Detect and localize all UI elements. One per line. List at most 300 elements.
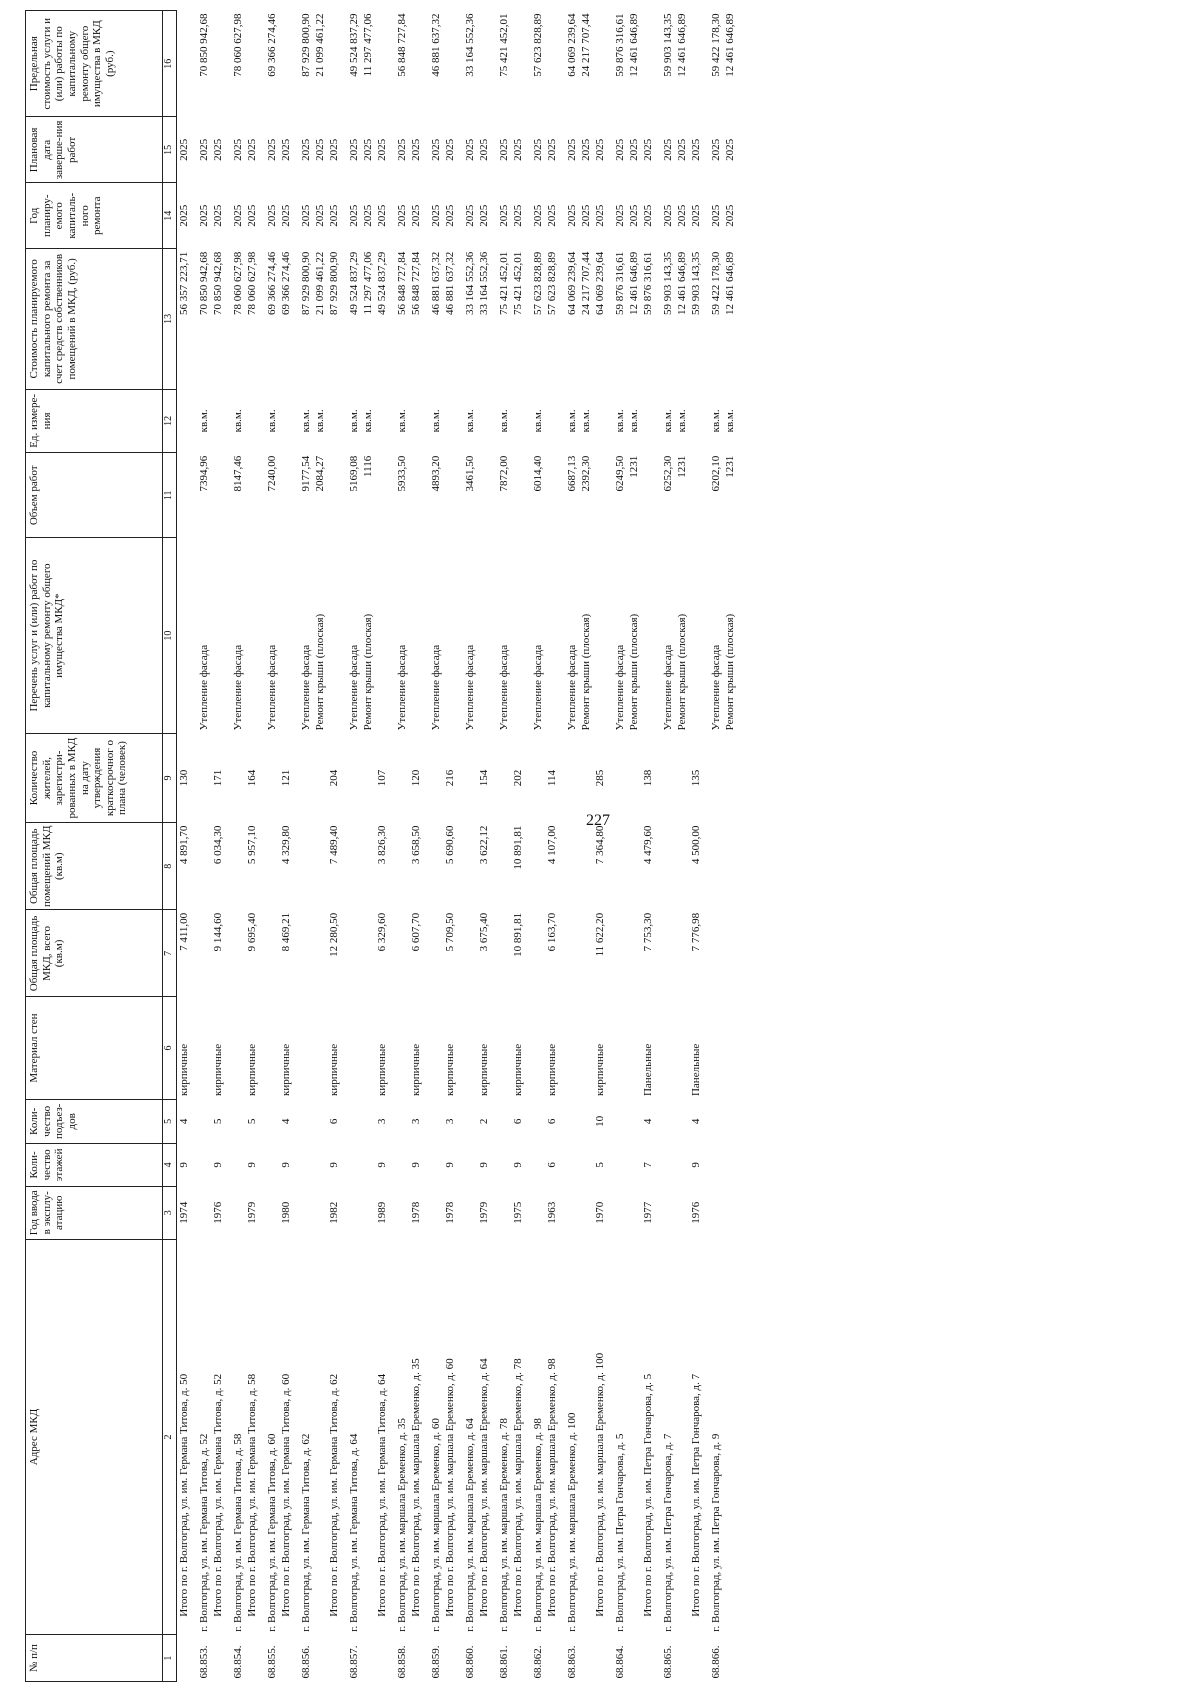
premises-area-cell: 5 957,10 xyxy=(246,825,258,865)
column-header: Плановая дата заверше-ния работ xyxy=(26,117,163,183)
column-number: 10 xyxy=(163,538,177,734)
floors-cell xyxy=(565,1144,579,1187)
work-type-cell: Утепление фасада xyxy=(566,644,578,731)
floors-cell: 6 xyxy=(546,1162,558,1168)
sub-work-row xyxy=(579,11,593,1682)
address-cell xyxy=(313,1239,327,1634)
address-cell: Итого по г. Волгоград, ул. им. Германа Титова, д. 62 xyxy=(328,1373,340,1617)
unit-cell xyxy=(409,389,423,453)
repair-year-cell: 2025 xyxy=(280,204,292,227)
residents-cell xyxy=(627,733,641,822)
repair-year-cell: 2025 xyxy=(478,204,490,227)
year-built-cell: 1963 xyxy=(546,1201,558,1224)
planned-cost-cell: 12 461 646,89 xyxy=(628,251,640,315)
address-cell: Итого по г. Волгоград, ул. им. маршала Еременко, д. 78 xyxy=(512,1358,524,1617)
work-volume-cell: 9177,54 xyxy=(300,455,312,492)
max-cost-cell: 57 623 828,89 xyxy=(532,13,544,77)
rotated-table-container xyxy=(25,10,1175,1682)
year-built-cell: 1970 xyxy=(594,1201,606,1224)
wall-material-cell: кирпичные xyxy=(280,1043,292,1097)
table-body xyxy=(177,11,738,1682)
residents-cell xyxy=(531,733,545,822)
unit-cell xyxy=(375,389,389,453)
entrances-cell xyxy=(197,1099,211,1144)
work-volume-cell xyxy=(375,453,389,538)
row-number-cell xyxy=(641,1635,655,1682)
premises-area-cell: 4 329,80 xyxy=(280,825,292,865)
wall-material-cell xyxy=(463,997,477,1099)
premises-area-cell xyxy=(675,823,689,910)
wall-material-cell: Панельные xyxy=(642,1043,654,1097)
work-volume-cell: 6202,10 xyxy=(710,455,722,492)
column-header: Год ввода в эксплу-атацию xyxy=(26,1186,163,1239)
floors-cell: 7 xyxy=(642,1162,654,1168)
premises-area-cell xyxy=(497,823,511,910)
completion-date-cell: 2025 xyxy=(532,138,544,161)
repair-year-cell: 2025 xyxy=(614,204,626,227)
floors-cell xyxy=(361,1144,375,1187)
floors-cell xyxy=(265,1144,279,1187)
total-area-cell: 9 695,40 xyxy=(246,912,258,952)
premises-area-cell: 4 479,60 xyxy=(642,825,654,865)
work-type-cell xyxy=(641,538,655,734)
address-cell xyxy=(723,1239,737,1634)
completion-date-cell: 2025 xyxy=(710,138,722,161)
premises-area-cell: 6 034,30 xyxy=(212,825,224,865)
item-row xyxy=(395,11,409,1682)
work-volume-cell: 3461,50 xyxy=(464,455,476,492)
floors-cell: 9 xyxy=(178,1162,190,1168)
work-volume-cell: 4893,20 xyxy=(430,455,442,492)
total-area-cell xyxy=(531,910,545,997)
address-cell: г. Волгоград, ул. им. Германа Титова, д. 64 xyxy=(348,1433,360,1632)
planned-cost-cell: 87 929 800,90 xyxy=(328,251,340,315)
address-cell: Итого по г. Волгоград, ул. им. Германа Титова, д. 60 xyxy=(280,1373,292,1617)
work-volume-cell xyxy=(477,453,491,538)
year-built-cell: 1977 xyxy=(642,1201,654,1224)
planned-cost-cell: 69 366 274,46 xyxy=(280,251,292,315)
residents-cell xyxy=(361,733,375,822)
floors-cell: 9 xyxy=(376,1162,388,1168)
work-type-cell xyxy=(211,538,225,734)
residents-cell: 135 xyxy=(690,769,702,787)
unit-cell: кв.м. xyxy=(266,409,278,433)
planned-cost-cell: 56 848 727,84 xyxy=(410,251,422,315)
row-number-cell xyxy=(579,1635,593,1682)
premises-area-cell xyxy=(627,823,641,910)
entrances-cell: 3 xyxy=(444,1118,456,1125)
planned-cost-cell: 59 903 143,35 xyxy=(690,251,702,315)
year-built-cell: 1978 xyxy=(410,1201,422,1224)
completion-date-cell: 2025 xyxy=(642,138,654,161)
item-row xyxy=(613,11,627,1682)
unit-cell xyxy=(211,389,225,453)
completion-date-cell: 2025 xyxy=(546,138,558,161)
row-number-cell: 68.859. xyxy=(430,1645,442,1679)
repair-year-cell: 2025 xyxy=(710,204,722,227)
max-cost-cell xyxy=(593,11,607,117)
floors-cell: 5 xyxy=(594,1162,606,1168)
floors-cell xyxy=(497,1144,511,1187)
column-number: 11 xyxy=(163,453,177,538)
wall-material-cell xyxy=(723,997,737,1099)
wall-material-cell xyxy=(347,997,361,1099)
year-built-cell: 1982 xyxy=(328,1201,340,1224)
entrances-cell xyxy=(565,1099,579,1144)
max-cost-cell: 59 876 316,61 xyxy=(614,13,626,77)
work-type-cell xyxy=(545,538,559,734)
premises-area-cell xyxy=(531,823,545,910)
completion-date-cell: 2025 xyxy=(376,138,388,161)
unit-cell xyxy=(177,389,192,453)
wall-material-cell xyxy=(299,997,313,1099)
unit-cell: кв.м. xyxy=(566,409,578,433)
work-volume-cell xyxy=(327,453,341,538)
completion-date-cell: 2025 xyxy=(444,138,456,161)
work-volume-cell: 1231 xyxy=(724,455,736,478)
completion-date-cell: 2025 xyxy=(512,138,524,161)
premises-area-cell: 7 489,40 xyxy=(328,825,340,865)
unit-cell: кв.м. xyxy=(464,409,476,433)
year-built-cell: 1976 xyxy=(212,1201,224,1224)
row-number-cell xyxy=(245,1635,259,1682)
total-row xyxy=(177,11,192,1682)
floors-cell: 9 xyxy=(478,1162,490,1168)
year-built-cell xyxy=(661,1186,675,1239)
address-cell: г. Волгоград, ул. им. Петра Гончарова, д. 5 xyxy=(614,1433,626,1632)
total-area-cell xyxy=(613,910,627,997)
column-header: Год планиру-емого капиталь-ного ремонта xyxy=(26,183,163,249)
work-volume-cell: 1116 xyxy=(362,455,374,477)
planned-cost-cell: 75 421 452,01 xyxy=(512,251,524,315)
premises-area-cell xyxy=(723,823,737,910)
wall-material-cell xyxy=(709,997,723,1099)
floors-cell xyxy=(299,1144,313,1187)
max-cost-cell: 69 366 274,46 xyxy=(266,13,278,77)
unit-cell xyxy=(477,389,491,453)
repair-year-cell: 2025 xyxy=(532,204,544,227)
address-cell: г. Волгоград, ул. им. Петра Гончарова, д. 7 xyxy=(662,1433,674,1632)
total-area-cell xyxy=(231,910,245,997)
completion-date-cell: 2025 xyxy=(676,138,688,161)
completion-date-cell: 2025 xyxy=(348,138,360,161)
premises-area-cell xyxy=(579,823,593,910)
item-row xyxy=(347,11,361,1682)
address-cell: г. Волгоград, ул. им. Петра Гончарова, д. 9 xyxy=(710,1433,722,1632)
work-volume-cell xyxy=(245,453,259,538)
item-row xyxy=(497,11,511,1682)
floors-cell xyxy=(661,1144,675,1187)
premises-area-cell xyxy=(347,823,361,910)
planned-cost-cell: 78 060 627,98 xyxy=(246,251,258,315)
planned-cost-cell: 64 069 239,64 xyxy=(594,251,606,315)
entrances-cell xyxy=(313,1099,327,1144)
wall-material-cell: кирпичные xyxy=(212,1043,224,1097)
unit-cell xyxy=(511,389,525,453)
max-cost-cell xyxy=(545,11,559,117)
entrances-cell xyxy=(497,1099,511,1144)
total-area-cell xyxy=(579,910,593,997)
premises-area-cell xyxy=(197,823,211,910)
unit-cell xyxy=(327,389,341,453)
entrances-cell xyxy=(613,1099,627,1144)
completion-date-cell: 2025 xyxy=(266,138,278,161)
wall-material-cell xyxy=(497,997,511,1099)
address-cell: г. Волгоград, ул. им. маршала Еременко, д. 64 xyxy=(464,1418,476,1632)
total-row xyxy=(593,11,607,1682)
column-number: 5 xyxy=(163,1099,177,1144)
total-row xyxy=(443,11,457,1682)
work-volume-cell: 6014,40 xyxy=(532,455,544,492)
residents-cell xyxy=(675,733,689,822)
entrances-cell xyxy=(299,1099,313,1144)
total-area-cell xyxy=(675,910,689,997)
work-volume-cell xyxy=(443,453,457,538)
completion-date-cell: 2025 xyxy=(410,138,422,161)
year-built-cell xyxy=(723,1186,737,1239)
year-built-cell xyxy=(627,1186,641,1239)
row-number-cell: 68.866. xyxy=(710,1645,722,1679)
wall-material-cell xyxy=(531,997,545,1099)
floors-cell xyxy=(723,1144,737,1187)
planned-cost-cell: 12 461 646,89 xyxy=(724,251,736,315)
year-built-cell xyxy=(265,1186,279,1239)
year-built-cell: 1979 xyxy=(478,1201,490,1224)
completion-date-cell: 2025 xyxy=(280,138,292,161)
floors-cell xyxy=(531,1144,545,1187)
entrances-cell xyxy=(675,1099,689,1144)
floors-cell: 9 xyxy=(328,1162,340,1168)
total-area-cell: 8 469,21 xyxy=(280,912,292,952)
year-built-cell xyxy=(497,1186,511,1239)
wall-material-cell xyxy=(579,997,593,1099)
item-row xyxy=(709,11,723,1682)
work-type-cell xyxy=(511,538,525,734)
wall-material-cell: кирпичные xyxy=(376,1043,388,1097)
work-type-cell xyxy=(177,538,192,734)
repair-year-cell: 2025 xyxy=(690,204,702,227)
completion-date-cell: 2025 xyxy=(178,138,190,161)
planned-cost-cell: 56 848 727,84 xyxy=(396,251,408,315)
work-type-cell: Утепление фасада xyxy=(464,644,476,731)
column-number: 14 xyxy=(163,183,177,249)
entrances-cell xyxy=(531,1099,545,1144)
column-header: Количество жителей, зарегистри-рованных в МКД на дату утверждения краткосрочног о плана (человек) xyxy=(26,733,163,822)
entrances-cell: 3 xyxy=(410,1118,422,1125)
residents-cell xyxy=(723,733,737,822)
planned-cost-cell: 49 524 837,29 xyxy=(376,251,388,315)
row-number-cell: 68.865. xyxy=(662,1645,674,1679)
total-area-cell: 10 891,81 xyxy=(512,912,524,957)
total-area-cell: 5 709,50 xyxy=(444,912,456,952)
item-row xyxy=(265,11,279,1682)
unit-cell: кв.м. xyxy=(198,409,210,433)
completion-date-cell: 2025 xyxy=(478,138,490,161)
work-type-cell: Утепление фасада xyxy=(662,644,674,731)
unit-cell: кв.м. xyxy=(430,409,442,433)
repair-year-cell: 2025 xyxy=(676,204,688,227)
row-number-cell: 68.862. xyxy=(532,1645,544,1679)
planned-cost-cell: 78 060 627,98 xyxy=(232,251,244,315)
residents-cell: 138 xyxy=(642,769,654,787)
planned-cost-cell: 64 069 239,64 xyxy=(566,251,578,315)
year-built-cell xyxy=(313,1186,327,1239)
planned-cost-cell: 21 099 461,22 xyxy=(314,251,326,315)
floors-cell xyxy=(231,1144,245,1187)
work-volume-cell: 6252,30 xyxy=(662,455,674,492)
max-cost-cell xyxy=(327,11,341,117)
wall-material-cell: кирпичные xyxy=(328,1043,340,1097)
work-type-cell: Утепление фасада xyxy=(396,644,408,731)
floors-cell xyxy=(463,1144,477,1187)
max-cost-cell: 59 422 178,30 xyxy=(710,13,722,77)
work-type-cell: Утепление фасада xyxy=(710,644,722,731)
year-built-cell xyxy=(361,1186,375,1239)
residents-cell: 120 xyxy=(410,769,422,787)
entrances-cell xyxy=(661,1099,675,1144)
total-row xyxy=(545,11,559,1682)
total-area-cell xyxy=(709,910,723,997)
row-number-cell: 68.864. xyxy=(614,1645,626,1679)
planned-cost-cell: 59 876 316,61 xyxy=(614,251,626,315)
year-built-cell xyxy=(347,1186,361,1239)
floors-cell: 9 xyxy=(246,1162,258,1168)
residents-cell: 130 xyxy=(178,769,190,787)
repair-year-cell: 2025 xyxy=(546,204,558,227)
repair-year-cell: 2025 xyxy=(430,204,442,227)
total-area-cell xyxy=(429,910,443,997)
wall-material-cell: кирпичные xyxy=(178,1043,190,1097)
total-area-cell xyxy=(565,910,579,997)
year-built-cell xyxy=(565,1186,579,1239)
planned-cost-cell: 24 217 707,44 xyxy=(580,251,592,315)
year-built-cell xyxy=(197,1186,211,1239)
repair-year-cell: 2025 xyxy=(410,204,422,227)
column-header: Стоимость планируемого капитального ремонта за счет средств собственников помещений в МКД, (руб.) xyxy=(26,249,163,389)
residents-cell xyxy=(313,733,327,822)
residents-cell xyxy=(613,733,627,822)
entrances-cell: 6 xyxy=(512,1118,524,1125)
row-number-cell xyxy=(723,1635,737,1682)
row-number-cell xyxy=(593,1635,607,1682)
premises-area-cell xyxy=(395,823,409,910)
total-area-cell xyxy=(197,910,211,997)
planned-cost-cell: 12 461 646,89 xyxy=(676,251,688,315)
address-cell: Итого по г. Волгоград, ул. им. Германа Титова, д. 50 xyxy=(178,1373,190,1617)
work-type-cell xyxy=(375,538,389,734)
premises-area-cell: 3 622,12 xyxy=(478,825,490,865)
max-cost-cell xyxy=(443,11,457,117)
max-cost-cell: 56 848 727,84 xyxy=(396,13,408,77)
residents-cell: 154 xyxy=(478,769,490,787)
max-cost-cell: 21 099 461,22 xyxy=(314,13,326,77)
residents-cell: 216 xyxy=(444,769,456,787)
work-volume-cell xyxy=(511,453,525,538)
repair-year-cell: 2025 xyxy=(198,204,210,227)
max-cost-cell xyxy=(177,11,192,117)
completion-date-cell: 2025 xyxy=(724,138,736,161)
work-type-cell: Утепление фасада xyxy=(614,644,626,731)
completion-date-cell: 2025 xyxy=(430,138,442,161)
floors-cell: 9 xyxy=(410,1162,422,1168)
entrances-cell: 4 xyxy=(642,1118,654,1125)
column-header: № п/п xyxy=(26,1635,163,1682)
work-volume-cell: 5169,08 xyxy=(348,455,360,492)
planned-cost-cell: 57 623 828,89 xyxy=(546,251,558,315)
entrances-cell xyxy=(361,1099,375,1144)
column-header: Ед. измере-ния xyxy=(26,389,163,453)
year-built-cell: 1979 xyxy=(246,1201,258,1224)
year-built-cell: 1976 xyxy=(690,1201,702,1224)
repair-year-cell: 2025 xyxy=(328,204,340,227)
premises-area-cell xyxy=(613,823,627,910)
repair-year-cell: 2025 xyxy=(580,204,592,227)
premises-area-cell xyxy=(313,823,327,910)
unit-cell: кв.м. xyxy=(710,409,722,433)
row-number-cell xyxy=(361,1635,375,1682)
unit-cell: кв.м. xyxy=(362,409,374,433)
planned-cost-cell: 59 422 178,30 xyxy=(710,251,722,315)
premises-area-cell: 10 891,81 xyxy=(512,825,524,870)
planned-cost-cell: 59 903 143,35 xyxy=(662,251,674,315)
unit-cell: кв.м. xyxy=(300,409,312,433)
entrances-cell xyxy=(709,1099,723,1144)
address-cell: Итого по г. Волгоград, ул. им. Германа Титова, д. 64 xyxy=(376,1373,388,1617)
row-number-cell xyxy=(211,1635,225,1682)
column-number: 2 xyxy=(163,1239,177,1634)
premises-area-cell xyxy=(709,823,723,910)
address-cell: г. Волгоград, ул. им. маршала Еременко, д. 78 xyxy=(498,1418,510,1632)
repair-year-cell: 2025 xyxy=(212,204,224,227)
completion-date-cell: 2025 xyxy=(580,138,592,161)
year-built-cell xyxy=(613,1186,627,1239)
completion-date-cell: 2025 xyxy=(690,138,702,161)
premises-area-cell: 4 107,00 xyxy=(546,825,558,865)
max-cost-cell xyxy=(477,11,491,117)
unit-cell: кв.м. xyxy=(628,409,640,433)
unit-cell xyxy=(279,389,293,453)
floors-cell: 9 xyxy=(690,1162,702,1168)
premises-area-cell: 3 658,50 xyxy=(410,825,422,865)
completion-date-cell: 2025 xyxy=(662,138,674,161)
unit-cell: кв.м. xyxy=(348,409,360,433)
repair-year-cell: 2025 xyxy=(348,204,360,227)
entrances-cell xyxy=(347,1099,361,1144)
repair-year-cell: 2025 xyxy=(246,204,258,227)
residents-cell: 121 xyxy=(280,769,292,787)
residents-cell: 202 xyxy=(512,769,524,787)
row-number-cell: 68.854. xyxy=(232,1645,244,1679)
work-type-cell: Ремонт крыши (плоская) xyxy=(314,613,326,731)
row-number-cell xyxy=(443,1635,457,1682)
row-number-cell: 68.860. xyxy=(464,1645,476,1679)
completion-date-cell: 2025 xyxy=(464,138,476,161)
floors-cell xyxy=(429,1144,443,1187)
sub-work-row xyxy=(313,11,327,1682)
max-cost-cell: 24 217 707,44 xyxy=(580,13,592,77)
entrances-cell: 10 xyxy=(594,1115,606,1127)
total-area-cell xyxy=(313,910,327,997)
wall-material-cell xyxy=(313,997,327,1099)
wall-material-cell: кирпичные xyxy=(546,1043,558,1097)
repair-year-cell: 2025 xyxy=(444,204,456,227)
address-cell: Итого по г. Волгоград, ул. им. маршала Еременко, д. 35 xyxy=(410,1358,422,1617)
column-number: 4 xyxy=(163,1144,177,1187)
work-type-cell xyxy=(279,538,293,734)
max-cost-cell: 12 461 646,89 xyxy=(724,13,736,77)
residents-cell xyxy=(395,733,409,822)
column-header: Объем работ xyxy=(26,453,163,538)
